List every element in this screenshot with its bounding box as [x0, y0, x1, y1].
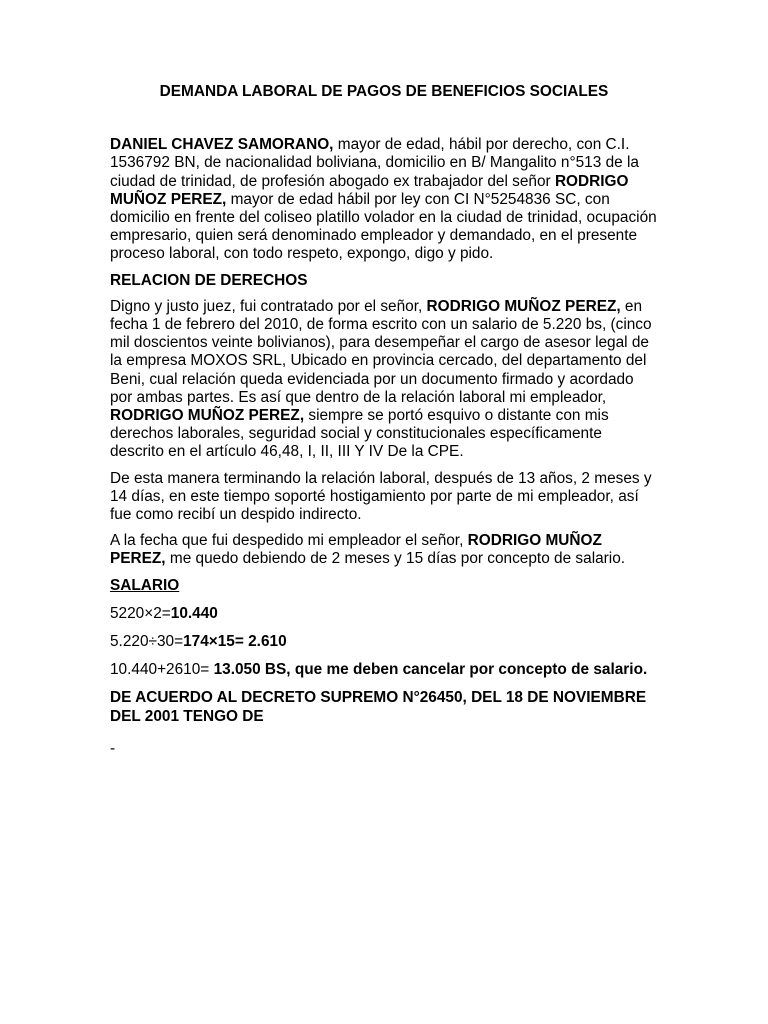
- salary-calc-1-result: 10.440: [170, 604, 218, 622]
- salario-heading: SALARIO: [110, 576, 180, 594]
- document-title: DEMANDA LABORAL DE PAGOS DE BENEFICIOS SOCIALES: [159, 83, 609, 100]
- intro-text-2: mayor de edad hábil por ley con CI N°5254836 SC, con domicilio en frente del coliseo platillo volador en la ciudad de trinidad, ocupación empresario, quien será denominado empleador y demandado, en el presente proceso laboral, con todo respeto, expongo, digo y pido.: [110, 190, 657, 263]
- relacion-p3-text-2: me quedo debiendo de 2 meses y 15 días por concepto de salario.: [165, 550, 626, 568]
- relacion-paragraph-2: De esta manera terminando la relación laboral, después de 13 años, 2 meses y 14 días, en este tiempo soporté hostigamiento por parte de mi empleador, así fue como recibí un despido indirecto.: [110, 469, 652, 524]
- relacion-p3-employer-name: RODRIGO MUÑOZ PEREZ,: [110, 532, 602, 568]
- salary-calc-2: [110, 633, 658, 651]
- document-page: [110, 83, 658, 758]
- relacion-p1-text-2: en fecha 1 de febrero del 2010, de forma escrito con un salario de 5.220 bs, (cinco mil doscientos veinte bolivianos), para desempeñar el cargo de asesor legal de la empresa MOXOS SRL, Ubicado en provincia cercado, del departamento del Beni, cual relación queda evidenciada por un documento firmado y acordado por ambas partes. Es así que dentro de la relación laboral mi empleador,: [110, 297, 652, 406]
- employer-name: RODRIGO MUÑOZ PEREZ,: [110, 172, 629, 208]
- relacion-p1-text-1: Digno y justo juez, fui contratado por el señor,: [110, 297, 427, 315]
- relacion-p1-text-3: siempre se portó esquivo o distante con mis derechos laborales, seguridad social y constitucionales específicamente descrito en el artículo 46,48, I, II, III Y IV De la CPE.: [110, 407, 609, 461]
- salary-calc-3-result: 13.050 BS, que me deben cancelar por concepto de salario.: [213, 661, 648, 679]
- salary-calc-1-expr: 5220×2=: [110, 604, 171, 622]
- salary-calc-2-expr: 5.220÷30=: [110, 633, 184, 651]
- decreto-heading: DE ACUERDO AL DECRETO SUPREMO N°26450, DEL 18 DE NOVIEMBRE DEL 2001 TENGO DE: [110, 689, 647, 725]
- relacion-heading: RELACION DE DERECHOS: [110, 271, 308, 289]
- relacion-p1-employer-name-2: RODRIGO MUÑOZ PEREZ,: [110, 407, 305, 425]
- plaintiff-name: DANIEL CHAVEZ SAMORANO,: [110, 136, 334, 154]
- salary-calc-3-expr: 10.440+2610=: [110, 661, 214, 679]
- salary-calc-2-result: 174×15= 2.610: [183, 633, 287, 651]
- salary-calc-1: [110, 605, 658, 623]
- relacion-paragraph-1: [110, 298, 658, 462]
- relacion-p3-text-1: A la fecha que fui despedido mi empleador el señor,: [110, 532, 468, 550]
- trailing-dash: -: [110, 739, 116, 757]
- salary-calc-3: [110, 661, 658, 679]
- relacion-p1-employer-name: RODRIGO MUÑOZ PEREZ,: [426, 297, 621, 315]
- relacion-paragraph-3: [110, 532, 658, 568]
- intro-text-1: mayor de edad, hábil por derecho, con C.I. 1536792 BN, de nacionalidad boliviana, domicilio en B/ Mangalito n°513 de la ciudad de trinidad, de profesión abogado ex trabajador del señor: [110, 136, 639, 190]
- intro-paragraph: [110, 136, 658, 263]
